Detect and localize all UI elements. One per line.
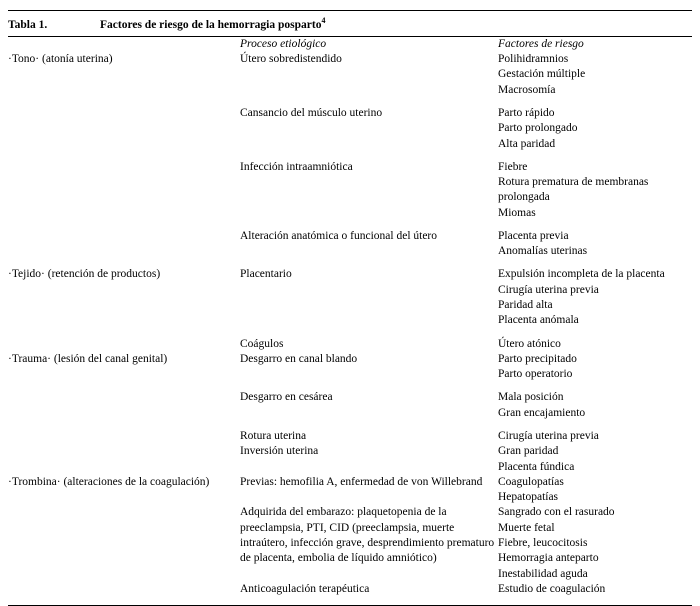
risk-item: Placenta previa	[498, 229, 569, 242]
row-risk	[498, 505, 692, 581]
row-risk	[498, 582, 692, 597]
row-risk	[498, 429, 692, 444]
row-spacer	[8, 98, 692, 106]
risk-item: Alta paridad	[498, 137, 556, 150]
row-spacer	[8, 221, 692, 229]
header-etiologic: Proceso etiológico	[240, 37, 327, 50]
row-category: ·Trombina· (alteraciones de la coagulación)	[8, 475, 210, 488]
header-category	[8, 37, 240, 52]
row-etiologic: Infección intraamniótica	[240, 160, 353, 173]
table-row	[8, 429, 692, 444]
risk-item: Placenta anómala	[498, 314, 579, 327]
table-title-superscript: 4	[321, 16, 326, 25]
risk-item: Placenta fúndica	[498, 460, 575, 473]
row-etiologic: Rotura uterina	[240, 430, 307, 443]
row-category	[8, 337, 240, 352]
risk-item: Rotura prematura de membranas prolongada	[498, 176, 649, 204]
table-row	[8, 337, 692, 352]
row-category	[8, 229, 240, 260]
row-risk	[498, 475, 692, 506]
table-title-text: Factores de riesgo de la hemorragia posparto	[100, 18, 322, 31]
risk-item: Parto operatorio	[498, 368, 573, 381]
row-spacer	[8, 259, 692, 267]
row-spacer	[8, 382, 692, 390]
risk-item: Expulsión incompleta de la placenta	[498, 268, 665, 281]
risk-item: Inestabilidad aguda	[498, 567, 588, 580]
risk-item: Parto precipitado	[498, 352, 577, 365]
row-etiologic: Desgarro en canal blando	[240, 352, 358, 365]
risk-item: Cirugía uterina previa	[498, 430, 599, 443]
row-etiologic: Útero sobredistendido	[240, 53, 342, 66]
risk-item: Cirugía uterina previa	[498, 283, 599, 296]
table-row	[8, 475, 692, 506]
row-category: ·Trauma· (lesión del canal genital)	[8, 352, 168, 365]
table-row	[8, 390, 692, 421]
risk-item: Paridad alta	[498, 299, 553, 312]
risk-item: Gran paridad	[498, 445, 559, 458]
risk-item: Miomas	[498, 206, 536, 219]
row-category	[8, 444, 240, 475]
row-risk	[498, 444, 692, 475]
table-row	[8, 444, 692, 475]
risk-item: Coagulopatías	[498, 475, 564, 488]
risk-item: Polihidramnios	[498, 53, 569, 66]
row-category	[8, 582, 240, 597]
header-risk: Factores de riesgo	[498, 37, 584, 50]
table-row	[8, 505, 692, 581]
table-caption	[8, 11, 692, 36]
risk-item: Parto prolongado	[498, 122, 578, 135]
row-risk	[498, 160, 692, 221]
row-category	[8, 429, 240, 444]
risk-item: Sangrado con el rasurado	[498, 506, 615, 519]
risk-item: Fiebre, leucocitosis	[498, 536, 588, 549]
row-category	[8, 390, 240, 421]
risk-item: Hepatopatías	[498, 491, 559, 504]
table-row	[8, 160, 692, 221]
table-row	[8, 52, 692, 98]
table-number: Tabla 1.	[8, 18, 48, 31]
row-spacer	[8, 421, 692, 429]
table-row	[8, 229, 692, 260]
row-etiologic: Coágulos	[240, 337, 284, 350]
row-etiologic: Desgarro en cesárea	[240, 391, 333, 404]
table-row	[8, 352, 692, 383]
row-risk	[498, 267, 692, 328]
row-risk	[498, 390, 692, 421]
row-spacer	[8, 597, 692, 605]
risk-item: Útero atónico	[498, 337, 561, 350]
risk-item: Anomalías uterinas	[498, 245, 588, 258]
risk-item: Estudio de coagulación	[498, 582, 606, 595]
row-spacer	[8, 329, 692, 337]
table-row	[8, 106, 692, 152]
row-etiologic: Alteración anatómica o funcional del útero	[240, 229, 438, 242]
row-risk	[498, 337, 692, 352]
risk-item: Gestación múltiple	[498, 68, 586, 81]
row-risk	[498, 106, 692, 152]
row-category	[8, 106, 240, 152]
table-title	[100, 16, 692, 31]
row-risk	[498, 229, 692, 260]
row-etiologic: Previas: hemofilia A, enfermedad de von Willebrand	[240, 475, 483, 488]
risk-item: Fiebre	[498, 160, 528, 173]
row-etiologic: Placentario	[240, 268, 292, 281]
row-etiologic: Cansancio del músculo uterino	[240, 106, 383, 119]
risk-item: Parto rápido	[498, 106, 555, 119]
row-risk	[498, 52, 692, 98]
table-row	[8, 582, 692, 597]
risk-item: Gran encajamiento	[498, 406, 586, 419]
table-row	[8, 267, 692, 328]
table-container	[0, 10, 700, 606]
risk-item: Macrosomía	[498, 83, 556, 96]
risk-item: Hemorragia anteparto	[498, 552, 599, 565]
risk-item: Mala posición	[498, 391, 564, 404]
row-category	[8, 160, 240, 221]
row-category	[8, 505, 240, 581]
row-category: ·Tono· (atonía uterina)	[8, 53, 113, 66]
row-spacer	[8, 152, 692, 160]
risk-factors-table	[8, 37, 692, 605]
row-etiologic: Anticoagulación terapéutica	[240, 582, 370, 595]
table-header-row	[8, 37, 692, 52]
risk-item: Muerte fetal	[498, 521, 555, 534]
row-etiologic: Inversión uterina	[240, 445, 319, 458]
row-etiologic: Adquirida del embarazo: plaquetopenia de la preeclampsia, PTI, CID (preeclampsia, muerte intraútero, infección grave, desprendimiento prematuro de placenta, embolia de líquido amniótico)	[240, 506, 495, 565]
row-category: ·Tejido· (retención de productos)	[8, 268, 161, 281]
row-risk	[498, 352, 692, 383]
